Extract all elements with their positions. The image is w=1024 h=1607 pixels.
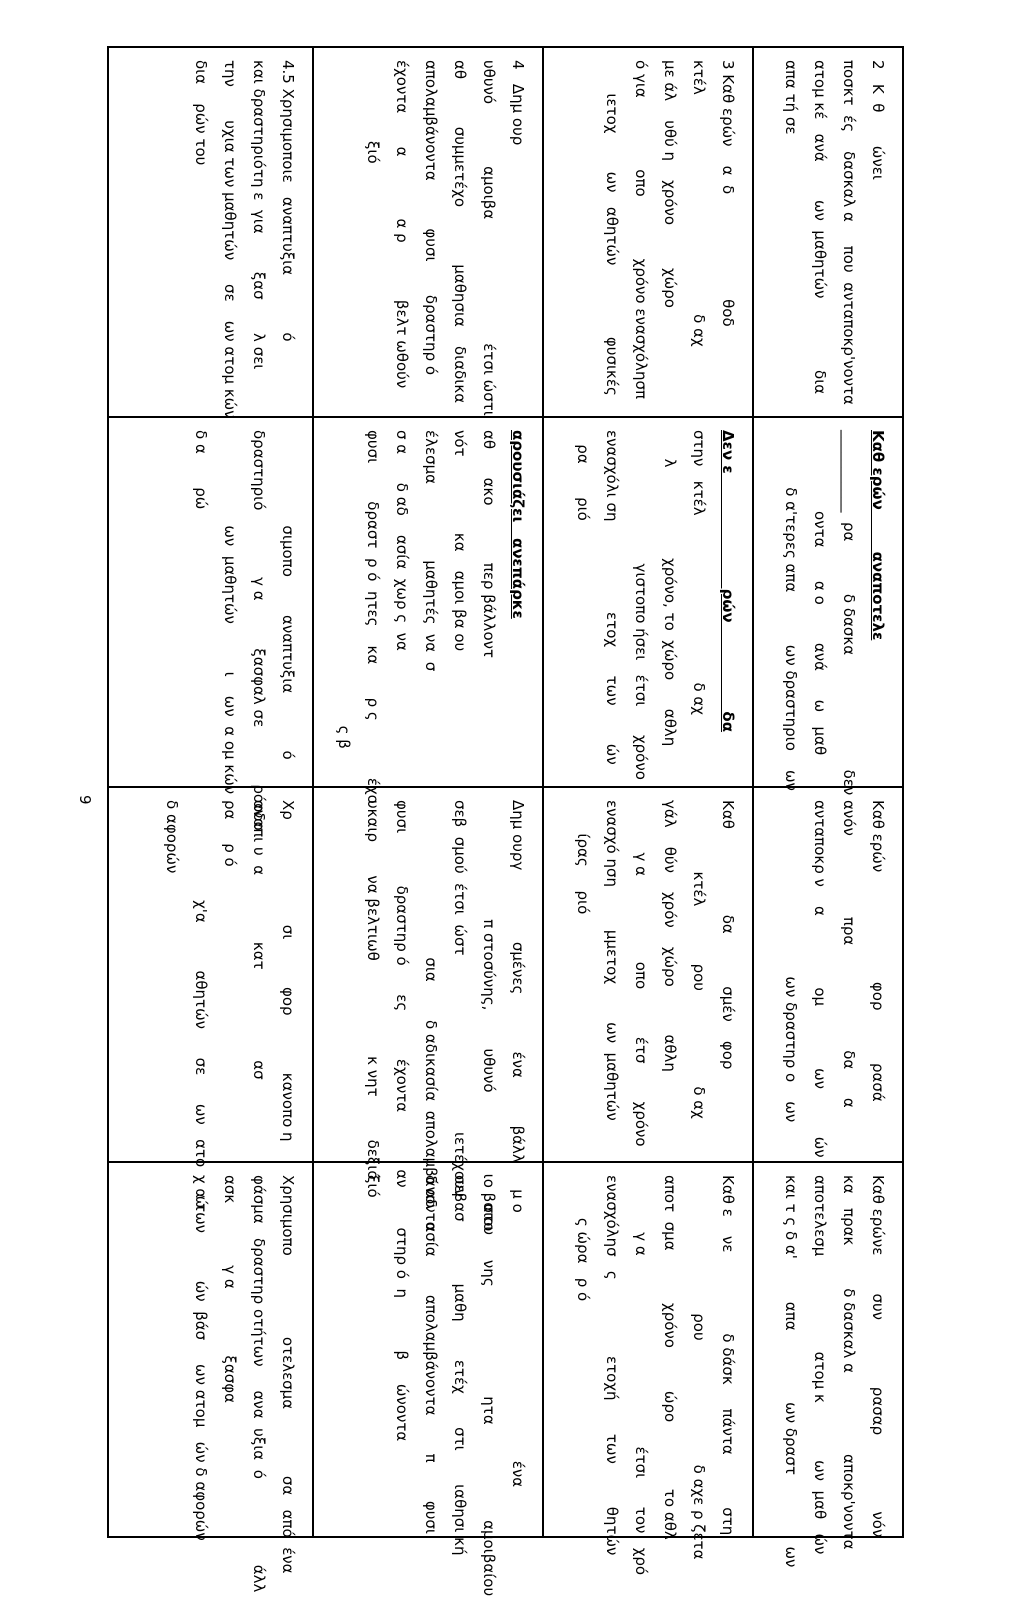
cell-text-line: 2 Κ θ ώνει [869, 60, 887, 180]
cell-text-line: δραστηριό γ α ξασφαλ σε ρόοδο [250, 430, 268, 831]
cell-text-line: απα τή σε [782, 60, 800, 135]
cell-text-line: με άλ υθύ η χρόνο χώρο [661, 60, 679, 308]
cell-text-line: ενασχό ηση μμετοχ ων μαθητών [603, 800, 621, 1121]
cell-text-line: σια δ αδικασία απολαμβάνοντα [422, 800, 440, 1232]
cell-text-line: δ αφορών [163, 800, 181, 874]
cell-text-line: δ αδ ασία απολαμβάνοντα π φυσι [422, 1175, 440, 1535]
cell-text-line: ___________ ρα δ δασκα δεν [840, 430, 858, 796]
cell-text-line: δια ρών του [192, 60, 210, 166]
cell-text-line: ιετοχ ων αθητών φυσικές [603, 60, 621, 396]
cell-text-line: οντα α ο ανά ω μαθ [811, 430, 829, 756]
cell-text-line: ς β [335, 430, 353, 749]
cell-text-line: κτέλ ρου δ αχ [690, 800, 708, 1119]
cell-text-line: γ α έτσι τον χρό [632, 1175, 650, 1576]
table-row [108, 47, 313, 1537]
cell-text-line: γ α οπο έτσ χρόνο [632, 800, 650, 1147]
cell-text-line: γιστοπο ήσει έτσι χρόνο [632, 430, 650, 780]
level2-cell [543, 787, 753, 1162]
criterion-cell [313, 47, 543, 417]
cell-text-line: χ α των ών βάσ ων ατομ ών δ αφορών [192, 1175, 210, 1541]
cell-text-line: Καθ ερών φορ ρασά [869, 800, 887, 1102]
cell-text-line: Καθ ερών αναποτελε [869, 430, 887, 641]
level1-cell [753, 417, 903, 796]
cell-text-line: ρα ριό [574, 430, 592, 521]
cell-text-line: π στοσύνης, υθυνό ιο βαιου [480, 800, 498, 1236]
cell-text-line: φάσμα δραστηρ οτήτων ανα υξια ό άλλ [250, 1175, 268, 1593]
cell-text-line: έλεσμα μαθητές να σ [422, 430, 440, 672]
cell-text-line: ατομ κέ ανά ων μαθητών δια [811, 60, 829, 395]
cell-text-line: ίρας ριό [574, 800, 592, 915]
cell-text-line: ξιό [364, 60, 382, 164]
cell-text-line: σιμοπο αναπτυξια ό [279, 430, 297, 760]
level2-cell [313, 787, 543, 1236]
cell-text-line: και δραστηριότη ε για ξασ λ σει [250, 60, 268, 370]
table-row [313, 47, 543, 1537]
level1-cell [108, 417, 313, 831]
level2-cell [108, 787, 313, 1209]
cell-text-line: ων δραστηρ ο ων [782, 800, 800, 1123]
cell-text-line: ανταποκρ ν α ομ ων ών [811, 800, 829, 1158]
level3-cell [543, 1162, 753, 1576]
cell-text-line: στηρ ό η β ώνοντα [393, 1175, 411, 1442]
cell-text-line: απολαμβάνοντα φυσι δραστηρ ό [422, 60, 440, 376]
cell-text-line: στην κτέλ δ αχ [690, 430, 708, 715]
cell-text-line: ς ώρα ρ ό [574, 1175, 592, 1302]
rubric-table [107, 46, 904, 1597]
cell-text-line: την υχια των μαθητών σε ων ατομ κών [221, 60, 239, 419]
criterion-cell [543, 47, 753, 417]
cell-text-line: αποτελεσμ ατομ κ ων μαθ ών [811, 1175, 829, 1555]
cell-text-line: μ ο ένα [509, 1175, 527, 1488]
cell-text-line: αποτ σμα χρόνο ώρο το αθλ [661, 1175, 679, 1540]
cell-text-line: Χρ σι φορ κανοπο η [279, 800, 297, 1142]
cell-text-line: Καθ ερώνε συν ρασαρ νόν [869, 1175, 887, 1538]
cell-text-line: φυσι δραστ ρ ό ητες κα ρ ς έχο [364, 430, 382, 804]
level3-cell [753, 1162, 903, 1568]
cell-text-line: δ α ρώ [192, 430, 210, 510]
cell-text-line: υκαιρ να βελτιωθ κ νητ δεξιό [364, 800, 382, 1180]
cell-text-line: λ χρόνο, το χώρο αθλη [661, 430, 679, 747]
cell-text-line: Χρησιμοπο οτελεσμα σα από ένα [279, 1175, 297, 1574]
cell-text-line: ανόν πρα δα α [840, 800, 858, 1108]
cell-text-line: ων μαθητών ι ων α ομ κών [221, 430, 239, 795]
cell-text-line: δ α'τερες απα ων δραστηριο ων [782, 430, 800, 791]
cell-text-line: φυσι δραστηρ ό ες έχοντα αν [393, 800, 411, 1188]
rubric-body [108, 47, 903, 1597]
cell-text-line: σ α δ αδ ασία χωρ ς να [393, 430, 411, 651]
cell-text-line: 4.5 Χρησιμοποιε αναπτυξια ό [279, 60, 297, 342]
cell-text-line: Δεν ε ρών δα [719, 430, 737, 733]
level1-cell [543, 417, 753, 787]
cell-text-line: 3 Καθ ερών α δ θοδ [719, 60, 737, 327]
cell-text-line: και τ ς δ α' απα ων δραστ ων [782, 1175, 800, 1568]
table-row [543, 47, 753, 1537]
cell-text-line: αρουσιάζει ανεπάρκε [509, 430, 527, 619]
cell-text-line: γάλ θύν χρόν χώρο αθλη [661, 800, 679, 1072]
cell-text-line: ό για οπο χρόνο ενασχόλησπ [632, 60, 650, 400]
cell-text-line: ενασχόλησ ς ετοχή των θητών [603, 1175, 621, 1556]
cell-text-line: ποσκτ ές δασκαλ α που ανταποκρ'νοντα [840, 60, 858, 405]
cell-text-line: αθ συμμετέχο μαθησια διαδικα [451, 60, 469, 404]
page-number: 9 [76, 795, 94, 805]
criterion-cell [753, 47, 903, 417]
cell-text-line: νότ κα αμοι βα ου [451, 430, 469, 652]
cell-text-line: Δημ ουργ σμένες ένα βάλλ [509, 800, 527, 1163]
cell-text-line: ρα ρ ό [221, 800, 239, 867]
cell-text-line: Καθ ε νε δ δάσκ πάντα στη [719, 1175, 737, 1536]
cell-text-line: υθυνό αμοιβα έτσι ώστι [480, 60, 498, 416]
cell-text-line: κα πρακ δ δασκαλ α αποκρ'νοντα [840, 1175, 858, 1550]
level1-cell [313, 417, 543, 804]
cell-text-line: σεβασ μαθη ετέχ στι ιαθησι κή [451, 1175, 469, 1556]
cell-text-line: αθ ακο περ βάλλοντ [480, 430, 498, 659]
cell-text-line: ξιό [364, 1175, 382, 1198]
cell-text-line: κτέλ δ αχ [690, 60, 708, 347]
table-row [753, 47, 903, 1537]
cell-text-line: χ'α αθητών σε ων ατο ώ [192, 800, 210, 1209]
cell-text-line: ασκ γ α ξασφα [221, 1175, 239, 1404]
cell-text-line: αναπι υ α κατ ασ [250, 800, 268, 1080]
level2-cell [753, 787, 903, 1162]
cell-text-line: Καθ δα σμέν φορ [719, 800, 737, 1070]
criterion-cell [108, 47, 313, 417]
level3-cell [313, 1162, 543, 1597]
cell-text-line: 4 Δημ ουρ [509, 60, 527, 146]
cell-text-line: ενασχόλι ση ετοχ των ών [603, 430, 621, 765]
level3-cell [108, 1162, 313, 1593]
cell-text-line: έχοντα α α ρ βελτ ωθούν [393, 60, 411, 389]
cell-text-line: ρου δ αχε ρ ζετα [690, 1175, 708, 1560]
cell-text-line: σεβ σμού έτσι ώστ ιετέχουν [451, 800, 469, 1198]
cell-text-line: στο νης ητα αμοιβαίου [480, 1175, 498, 1597]
